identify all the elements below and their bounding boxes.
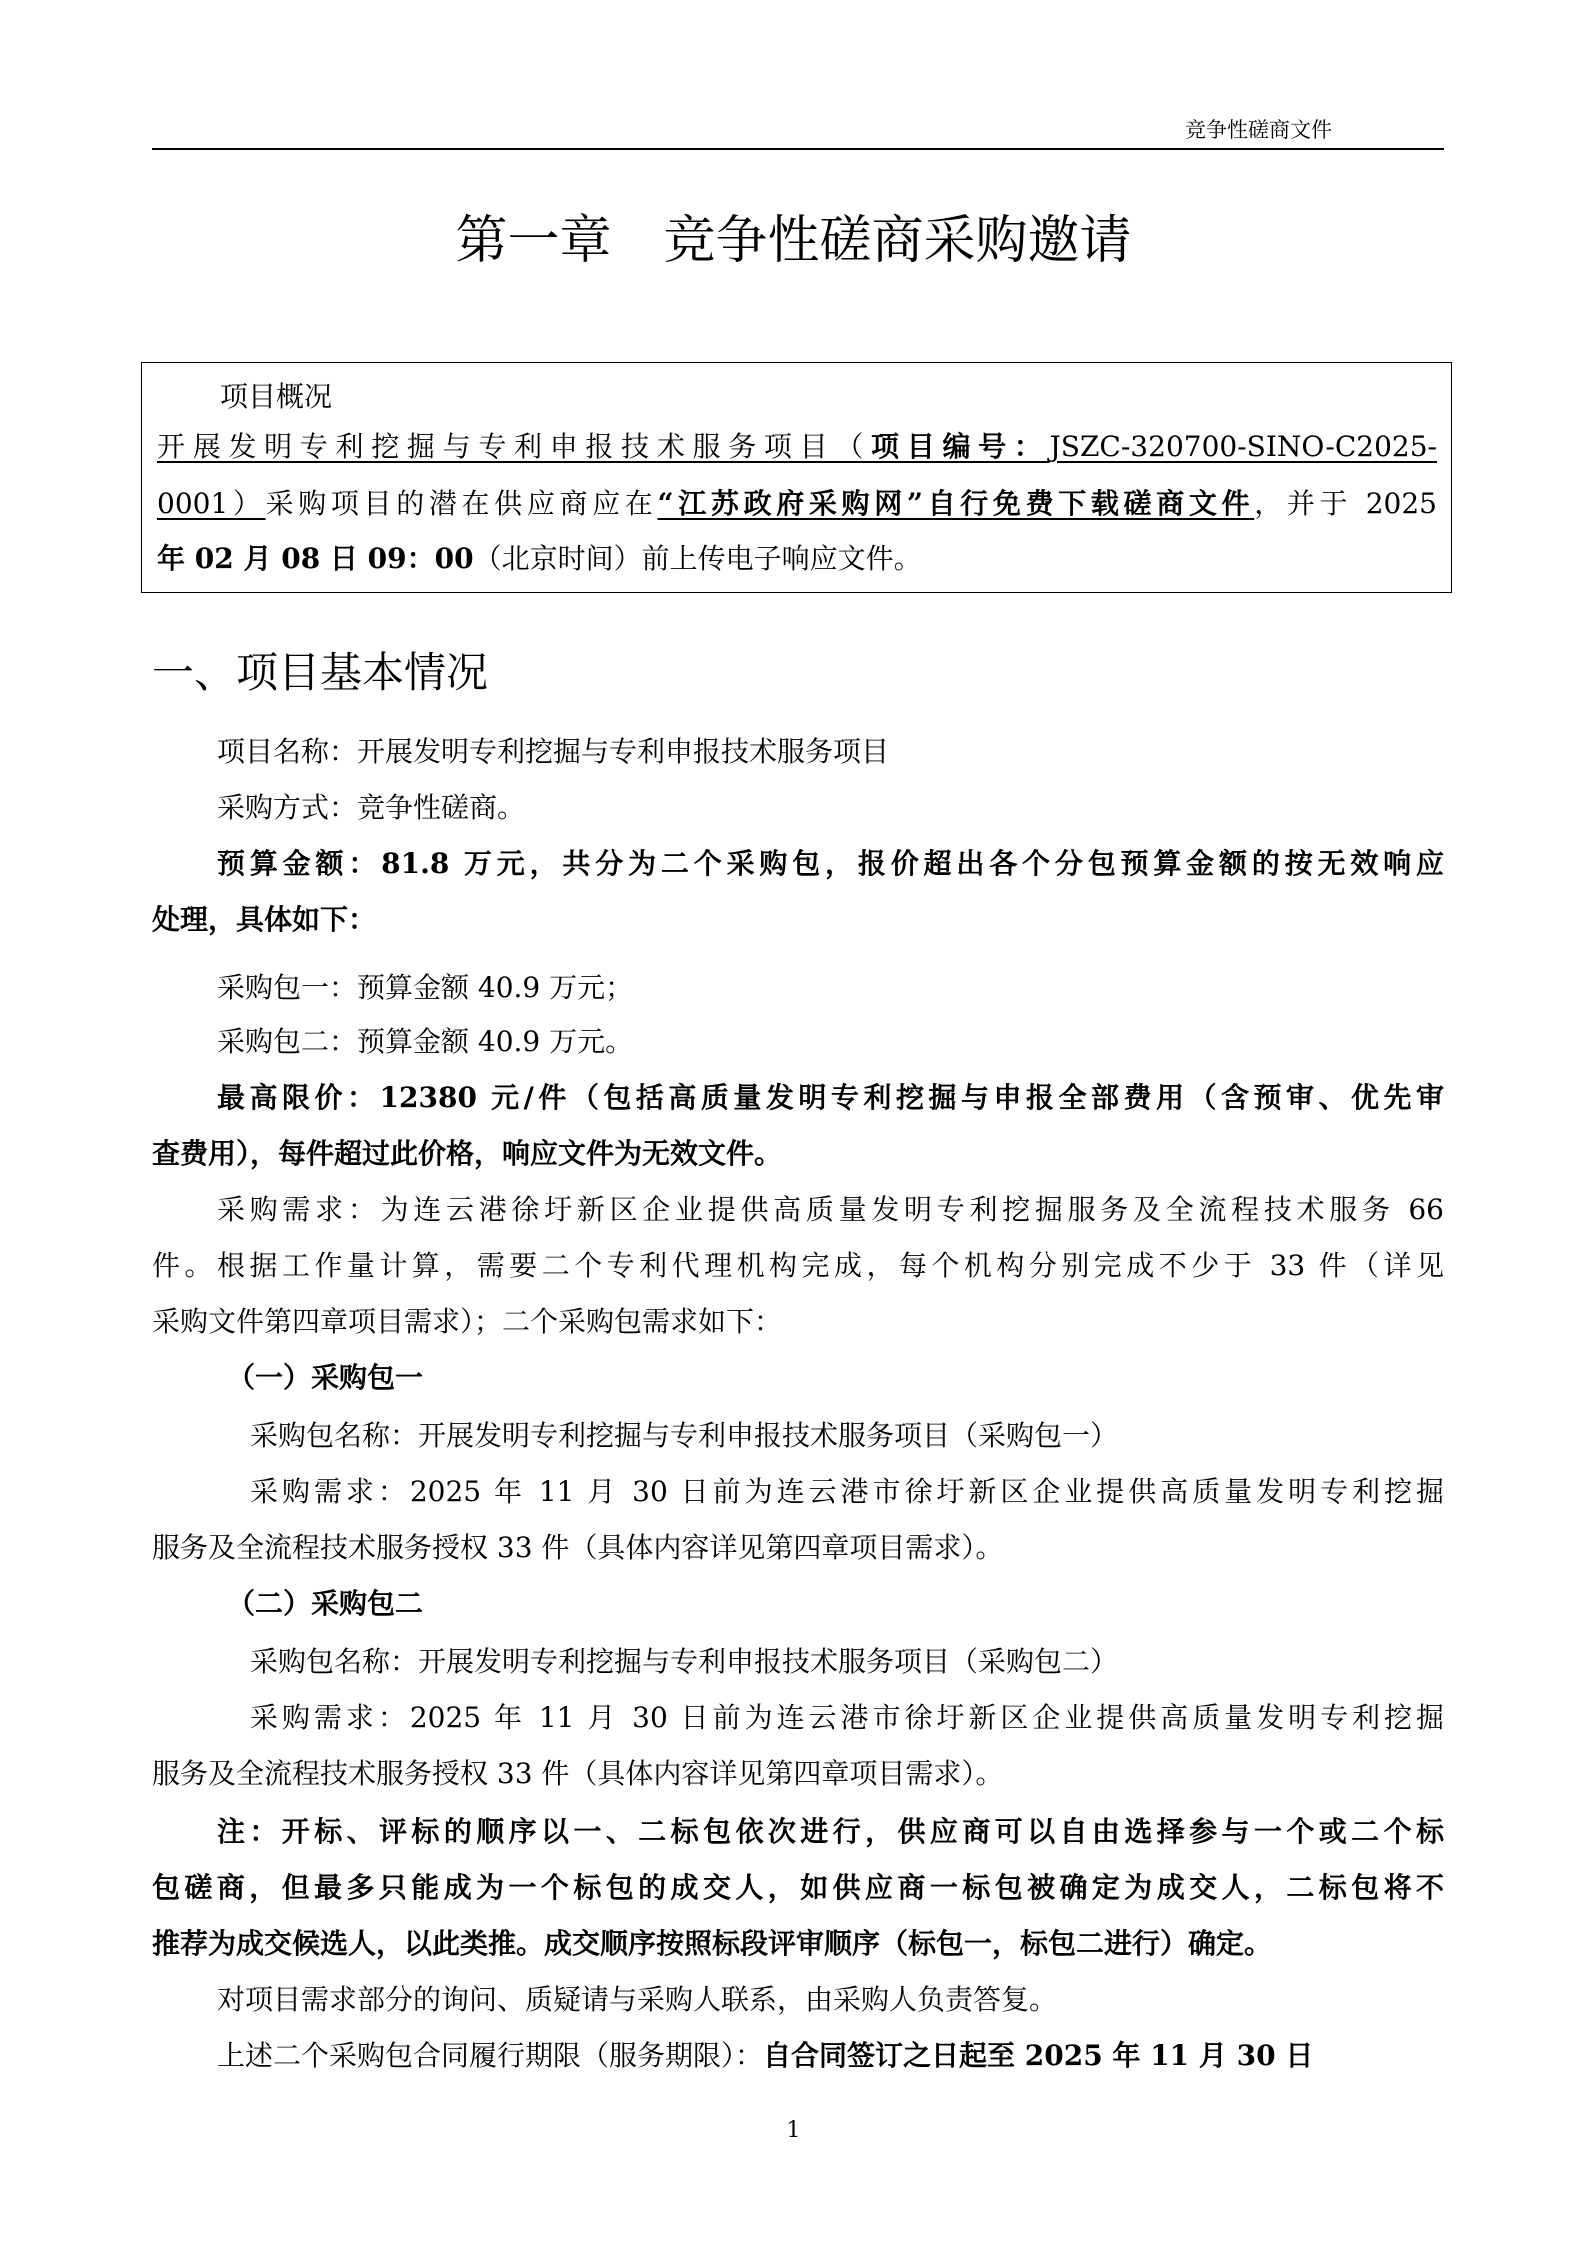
package-2-budget: 采购包二：预算金额 40.9 万元。 [217,1025,634,1058]
project-name-line: 项目名称：开展发明专利挖掘与专利申报技术服务项目 [217,735,890,768]
page-number: 1 [786,2118,801,2143]
overview-line-4 [157,533,1437,585]
note-line-2: 包磋商，但最多只能成为一个标包的成交人，如供应商一标包被确定为成交人，二标包将不 [152,1871,1444,1904]
package-1-budget: 采购包一：预算金额 40.9 万元； [217,971,634,1004]
contract-term-line [152,2036,1444,2076]
overview-project-number: JSZC-320700-SINO-C2025- [1049,430,1437,463]
overview-download-source: “江苏政府采购网”自行免费下载磋商文件 [657,487,1255,520]
budget-line-1: 预算金额：81.8 万元，共分为二个采购包，报价超出各个分包预算金额的按无效响应 [217,847,1444,880]
package-2-requirement-line-2: 服务及全流程技术服务授权 33 件（具体内容详见第四章项目需求）。 [152,1757,1004,1790]
max-price-line-1: 最高限价：12380 元/件（包括高质量发明专利挖掘与申报全部费用（含预审、优先审 [217,1081,1444,1114]
project-overview-box [141,362,1452,593]
requirement-line-3: 采购文件第四章项目需求）；二个采购包需求如下： [152,1305,783,1338]
overview-line-3 [157,478,1437,530]
inquiry-line: 对项目需求部分的询问、质疑请与采购人联系，由采购人负责答复。 [217,1983,1058,2016]
running-header-text: 竞争性磋商文件 [1185,118,1332,142]
overview-project-number-end: 0001） [157,487,266,520]
overview-deadline: 年 02 月 08 日 09：00 [157,542,474,575]
note-line-3: 推荐为成交候选人，以此类推。成交顺序按照标段评审顺序（标包一，标包二进行）确定。 [152,1927,1273,1960]
overview-project-number-label: 项目编号： [871,430,1050,463]
section-heading: 一、项目基本情况 [152,648,489,697]
overview-line-2 [157,421,1437,473]
overview-supplier-text: 采购项目的潜在供应商应在 [265,487,658,520]
contract-term-value: 自合同签订之日起至 2025 年 11 月 30 日 [763,2039,1314,2072]
procurement-method-line: 采购方式：竞争性磋商。 [217,791,526,824]
package-1-requirement-line-1: 采购需求：2025 年 11 月 30 日前为连云港市徐圩新区企业提供高质量发明专利挖掘 [250,1475,1444,1508]
package-1-requirement-line-2: 服务及全流程技术服务授权 33 件（具体内容详见第四章项目需求）。 [152,1531,1004,1564]
overview-deadline-note: （北京时间）前上传电子响应文件。 [473,542,922,575]
package-2-heading: （二）采购包二 [227,1587,424,1620]
requirement-line-2: 件。根据工作量计算，需要二个专利代理机构完成，每个机构分别完成不少于 33 件（详见 [152,1249,1444,1282]
overview-heading: 项目概况 [220,380,333,413]
package-1-heading: （一）采购包一 [227,1361,424,1394]
budget-line-2: 处理，具体如下： [152,903,377,936]
package-1-name: 采购包名称：开展发明专利挖掘与专利申报技术服务项目（采购包一） [250,1419,1119,1452]
requirement-line-1: 采购需求：为连云港徐圩新区企业提供高质量发明专利挖掘服务及全流程技术服务 66 [217,1193,1444,1226]
contract-term-label: 上述二个采购包合同履行期限（服务期限）： [217,2039,764,2072]
package-2-name: 采购包名称：开展发明专利挖掘与专利申报技术服务项目（采购包二） [250,1645,1119,1678]
max-price-line-2: 查费用），每件超过此价格，响应文件为无效文件。 [152,1137,783,1170]
running-header [152,112,1444,150]
overview-deadline-start: ，并于 2025 [1254,487,1437,520]
overview-project-title: 开展发明专利挖掘与专利申报技术服务项目（ [157,430,872,463]
note-line-1: 注：开标、评标的顺序以一、二标包依次进行，供应商可以自由选择参与一个或二个标 [217,1815,1444,1848]
package-2-requirement-line-1: 采购需求：2025 年 11 月 30 日前为连云港市徐圩新区企业提供高质量发明专利挖掘 [250,1701,1444,1734]
chapter-title: 第一章 竞争性磋商采购邀请 [455,211,1132,271]
